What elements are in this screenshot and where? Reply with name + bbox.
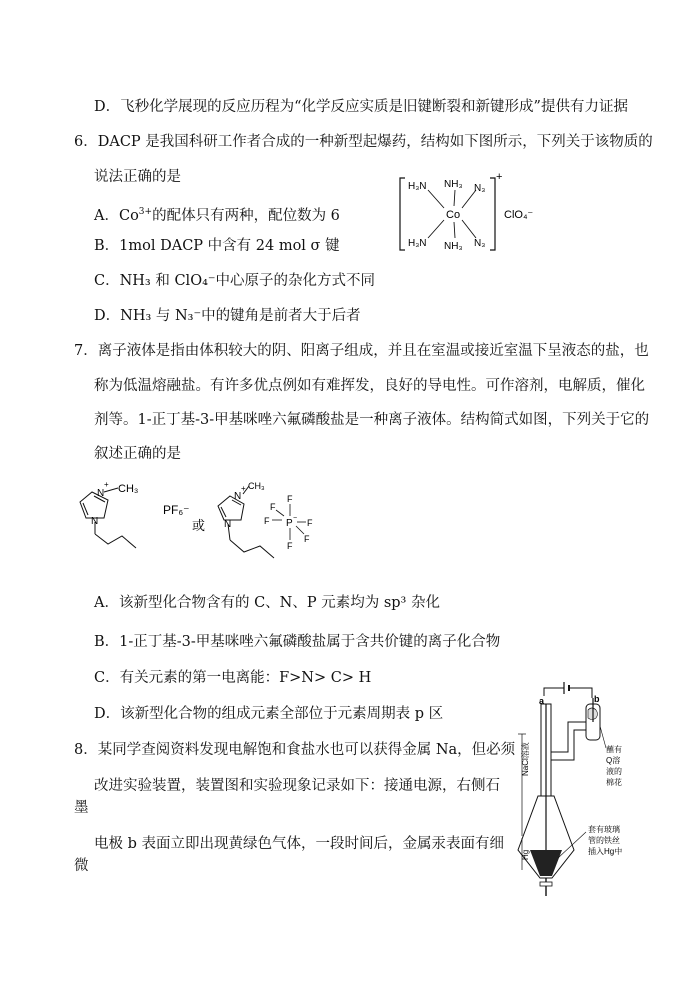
dacp-metal-center: Co [446, 209, 461, 221]
q8-stem-line5: 微 [74, 858, 89, 874]
electrode-b-label: b [594, 694, 600, 704]
pf6-center-p: P [286, 518, 293, 529]
or-connector: 或 [192, 518, 206, 533]
pf6-f-upper-left: F [270, 502, 276, 512]
anion-pf6-label: PF₆⁻ [163, 503, 190, 517]
q6-stem-line1: 6．DACP 是我国科研工作者合成的一种新型起爆药，结构如下图所示，下列关于该物质的 [74, 134, 653, 150]
nacl-solution-label: NaCl溶液 [521, 742, 530, 776]
q7-option-b: B．1-正丁基-3-甲基咪唑六氟磷酸盐属于含共价键的离子化合物 [94, 634, 501, 650]
cation-right-n-plus: N [234, 491, 242, 502]
svg-text:−: − [293, 515, 298, 522]
electrolysis-apparatus-figure [508, 682, 636, 904]
electrode-a-label: a [539, 696, 545, 706]
cation-left-n: N [91, 516, 99, 527]
dacp-ligand-h3n-bottom-left: H₃N [408, 238, 427, 249]
q5-option-d: D．飞秒化学展现的反应历程为“化学反应实质是旧键断裂和新键形成”提供有力证据 [94, 99, 628, 115]
svg-text:+: + [241, 484, 246, 493]
q6-option-a-pre: A．Co [94, 207, 139, 224]
q6-option-a-post: 的配体只有两种，配位数为 6 [152, 207, 340, 224]
q7-stem-line2: 称为低温熔融盐。有许多优点例如有难挥发，良好的导电性。可作溶剂，电解质，催化 [94, 378, 645, 394]
cation-left-methyl: CH₃ [118, 483, 139, 495]
dacp-ligand-nh3-top: NH₃ [444, 179, 463, 190]
q6-stem-line2: 说法正确的是 [94, 169, 181, 185]
dacp-ligand-n3-bottom-right: N₃ [474, 238, 486, 249]
q8-stem-line3: 墨 [74, 800, 89, 816]
q6-option-a [94, 203, 340, 225]
cotton-q-label: 蘸有 Q溶液的棉花 [606, 745, 622, 787]
q6-option-c: C．NH₃ 和 ClO₄⁻中心原子的杂化方式不同 [94, 273, 376, 289]
svg-text:+: + [104, 480, 109, 489]
pf6-f-right: F [307, 518, 313, 528]
ionic-liquid-structure-figure [68, 478, 328, 578]
pf6-f-lower-right: F [304, 534, 310, 544]
dacp-complex-charge: + [496, 171, 503, 183]
q6-option-b: B．1mol DACP 中含有 24 mol σ 键 [94, 238, 340, 254]
cation-right-n: N [224, 519, 232, 530]
pf6-f-left: F [264, 516, 270, 526]
cation-left-n-plus: N [97, 488, 105, 499]
q8-stem-line4: 电极 b 表面立即出现黄绿色气体，一段时间后，金属汞表面有细 [94, 836, 504, 852]
q7-option-c: C．有关元素的第一电离能：F>N> C> H [94, 670, 372, 686]
pf6-f-bottom: F [287, 541, 293, 551]
q6-option-a-charge: 3+ [138, 207, 153, 217]
q7-stem-line3: 剂等。1-正丁基-3-甲基咪唑六氟磷酸盐是一种离子液体。结构简式如图，下列关于它的 [94, 412, 650, 428]
mercury-label: Hg [521, 849, 530, 860]
dacp-ligand-h3n-top-left: H₃N [408, 181, 427, 192]
q7-stem-line4: 叙述正确的是 [94, 446, 181, 462]
q7-option-d: D．该新型化合物的组成元素全部位于元素周期表 p 区 [94, 706, 444, 722]
dacp-structure-figure [396, 170, 546, 258]
q7-stem-line1: 7．离子液体是指由体积较大的阴、阳离子组成，并且在室温或接近室温下呈液态的盐，也 [74, 343, 649, 359]
q6-option-d: D．NH₃ 与 N₃⁻中的键角是前者大于后者 [94, 308, 361, 324]
q7-option-a: A．该新型化合物含有的 C、N、P 元素均为 sp³ 杂化 [94, 595, 440, 611]
iron-wire-label: 套有玻璃管的铁丝插入Hg中 [588, 825, 623, 856]
q8-stem-line1: 8．某同学查阅资料发现电解饱和食盐水也可以获得金属 Na，但必须 [74, 742, 516, 758]
dacp-ligand-nh3-bottom: NH₃ [444, 241, 463, 252]
dacp-ligand-n3-top-right: N₃ [474, 183, 486, 194]
dacp-counter-anion: ClO₄⁻ [504, 209, 534, 221]
pf6-f-top: F [287, 494, 293, 504]
q8-stem-line2: 改进实验装置，装置图和实验现象记录如下：接通电源，右侧石 [94, 778, 500, 794]
cation-right-methyl: CH₃ [248, 481, 265, 491]
